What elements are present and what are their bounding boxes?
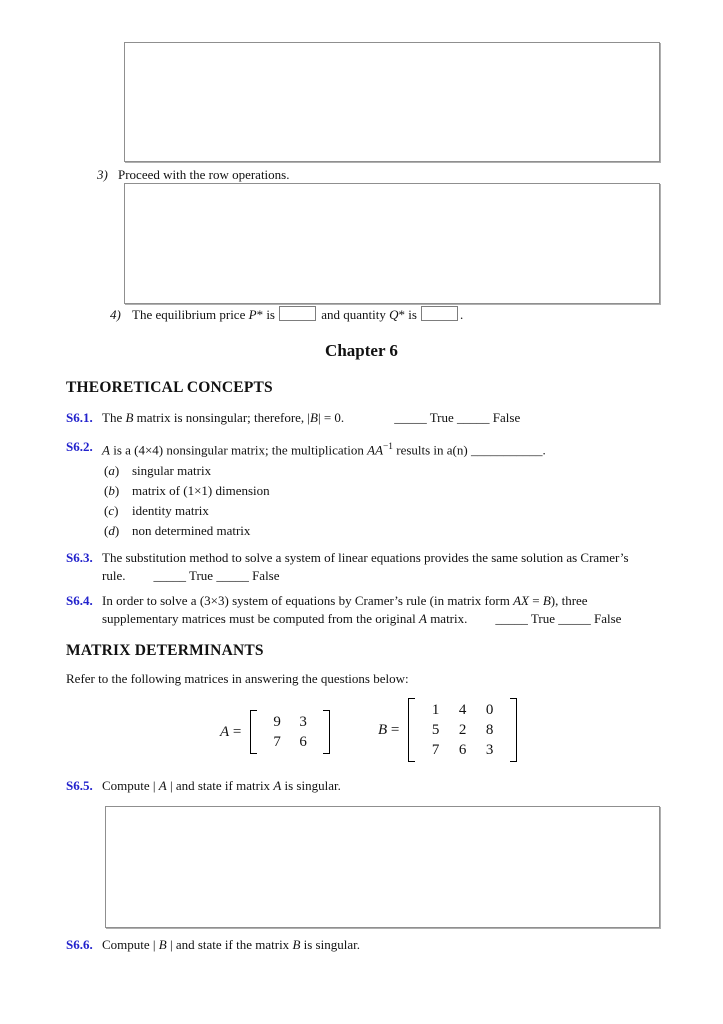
question-label: S6.1. (66, 410, 93, 425)
quantity-answer-field[interactable] (421, 306, 458, 321)
question-text (102, 777, 702, 795)
text-segment: * is (398, 307, 417, 322)
text-segment: a (108, 463, 115, 478)
text-segment: is singular. (300, 937, 360, 952)
text-segment: B (292, 937, 301, 952)
text-segment: ) (114, 503, 119, 518)
matrix-b-body (408, 698, 517, 762)
text-segment: ( (104, 483, 109, 498)
question-label: S6.4. (66, 593, 93, 608)
text-segment: B (542, 593, 551, 608)
bracket-left-icon (408, 698, 415, 762)
price-answer-field[interactable] (279, 306, 316, 321)
question-s6-5 (66, 777, 702, 795)
option-letter (104, 462, 132, 479)
bracket-left-icon (250, 710, 257, 754)
section-title-theoretical-concepts: THEORETICAL CONCEPTS (66, 379, 273, 396)
text-segment: ) (114, 463, 120, 478)
matrix-a (220, 710, 330, 754)
work-area-box-3[interactable] (105, 806, 660, 928)
text-segment: | = 0. (318, 410, 345, 425)
text-segment: In order to solve a (3×3) system of equations by Cramer’s rule (in matrix form (102, 593, 514, 608)
option-d (104, 522, 250, 539)
text-segment: The substitution method to solve a system of linear equations provides the same solution as Cramer’s (102, 550, 629, 565)
item-number: 4) (110, 307, 121, 322)
option-a (104, 462, 211, 479)
text-segment: b (108, 483, 115, 498)
chapter-title: Chapter 6 (325, 341, 398, 360)
question-s6-4 (66, 592, 702, 628)
work-area-box-1[interactable] (124, 42, 660, 162)
question-label: S6.6. (66, 937, 93, 952)
text-segment: AX (513, 593, 529, 608)
matrix-cell: 3 (299, 714, 307, 730)
text-segment: B (158, 937, 167, 952)
question-label: S6.3. (66, 550, 93, 565)
text-segment: ( (104, 523, 109, 538)
option-letter (104, 502, 132, 519)
text-segment: supplementary matrices must be computed from the original (102, 611, 419, 626)
option-c (104, 502, 209, 519)
text-segment: is a (4×4) nonsingular matrix; the multiplication (109, 442, 368, 458)
matrix-cell: 0 (485, 702, 494, 718)
option-b (104, 482, 270, 499)
question-text-line-1 (102, 592, 702, 610)
text-segment: A (273, 778, 282, 793)
question-text-line-2 (102, 567, 702, 585)
matrix-a-body (250, 710, 330, 754)
question-text (102, 409, 702, 427)
text-segment: | and state if matrix (166, 778, 274, 793)
text-segment: P (248, 307, 257, 322)
matrix-cell: 2 (458, 722, 467, 738)
list-item-3 (97, 166, 289, 183)
text-segment: matrix. (426, 611, 468, 626)
option-text: matrix of (1×1) dimension (132, 483, 270, 498)
text-segment: Q (389, 307, 399, 322)
text-segment: Compute | (102, 937, 159, 952)
bracket-right-icon (323, 710, 330, 754)
text-segment: AA (367, 442, 384, 458)
option-letter (104, 482, 132, 499)
text-segment: results in a(n) ___________. (392, 442, 546, 458)
option-letter (104, 522, 132, 539)
text-segment: ), three (550, 593, 588, 608)
text-segment: The (102, 410, 126, 425)
item-text-after: . (459, 307, 464, 322)
matrix-cell: 6 (458, 742, 467, 758)
question-s6-1 (66, 409, 702, 427)
text-segment: A (220, 723, 230, 740)
text-segment: = (229, 723, 246, 740)
question-text (102, 438, 702, 459)
matrix-intro-text: Refer to the following matrices in answering the questions below: (66, 671, 409, 686)
text-segment: ) (114, 483, 120, 498)
matrix-cell: 4 (458, 702, 467, 718)
text-segment: B (378, 721, 388, 738)
text-segment: and quantity (317, 307, 390, 322)
matrix-cell: 6 (299, 734, 307, 750)
option-text: singular matrix (132, 463, 212, 478)
item-number: 3) (97, 167, 108, 182)
question-label: S6.2. (66, 439, 93, 454)
text-segment: _____ True _____ False (394, 410, 521, 425)
text-segment: A (158, 778, 167, 793)
list-item-4 (110, 306, 463, 323)
text-segment: Compute | (102, 778, 159, 793)
question-label: S6.5. (66, 778, 93, 793)
question-text-line-2 (102, 610, 702, 628)
matrix-cell: 3 (485, 742, 494, 758)
text-segment: −1 (383, 442, 393, 452)
item-text: Proceed with the row operations. (118, 167, 290, 182)
bracket-right-icon (510, 698, 517, 762)
section-title-matrix-determinants: MATRIX DETERMINANTS (66, 642, 264, 659)
matrix-a-cells (257, 710, 323, 754)
text-segment: rule. (102, 568, 126, 583)
text-segment: d (108, 523, 115, 538)
text-segment: ( (104, 463, 109, 478)
option-text: non determined matrix (132, 523, 251, 538)
text-segment: ) (114, 523, 120, 538)
text-segment: * is (256, 307, 275, 322)
text-segment: c (108, 503, 115, 518)
option-text: identity matrix (132, 503, 209, 518)
text-segment: The equilibrium price (132, 307, 249, 322)
matrix-cell: 9 (273, 714, 281, 730)
text-segment: _____ True _____ False (495, 611, 622, 626)
text-segment: = (528, 593, 543, 608)
question-s6-3 (66, 549, 702, 585)
question-text (102, 936, 702, 954)
text-segment: | and state if the matrix (166, 937, 293, 952)
matrix-a-label (220, 724, 245, 741)
question-s6-2 (66, 438, 702, 459)
text-segment: is singular. (281, 778, 341, 793)
item-text-between (318, 307, 417, 322)
matrix-b (378, 698, 517, 762)
matrix-cell: 1 (431, 702, 440, 718)
matrix-cell: 7 (273, 734, 281, 750)
text-segment: = (387, 721, 404, 738)
matrix-cell: 8 (485, 722, 494, 738)
text-segment: B (310, 410, 318, 425)
work-area-box-2[interactable] (124, 183, 660, 304)
item-text-before-price (132, 307, 275, 322)
text-segment: A (418, 611, 427, 626)
matrix-b-label (378, 722, 403, 739)
matrix-b-cells (415, 698, 510, 762)
question-text-line-1 (102, 549, 702, 567)
question-s6-6 (66, 936, 702, 954)
text-segment: B (125, 410, 134, 425)
matrix-cell: 7 (431, 742, 440, 758)
text-segment: A (102, 442, 110, 458)
matrix-cell: 5 (431, 722, 440, 738)
text-segment: _____ True _____ False (153, 568, 280, 583)
text-segment: matrix is nonsingular; therefore, | (133, 410, 311, 425)
text-segment: ( (104, 503, 109, 518)
